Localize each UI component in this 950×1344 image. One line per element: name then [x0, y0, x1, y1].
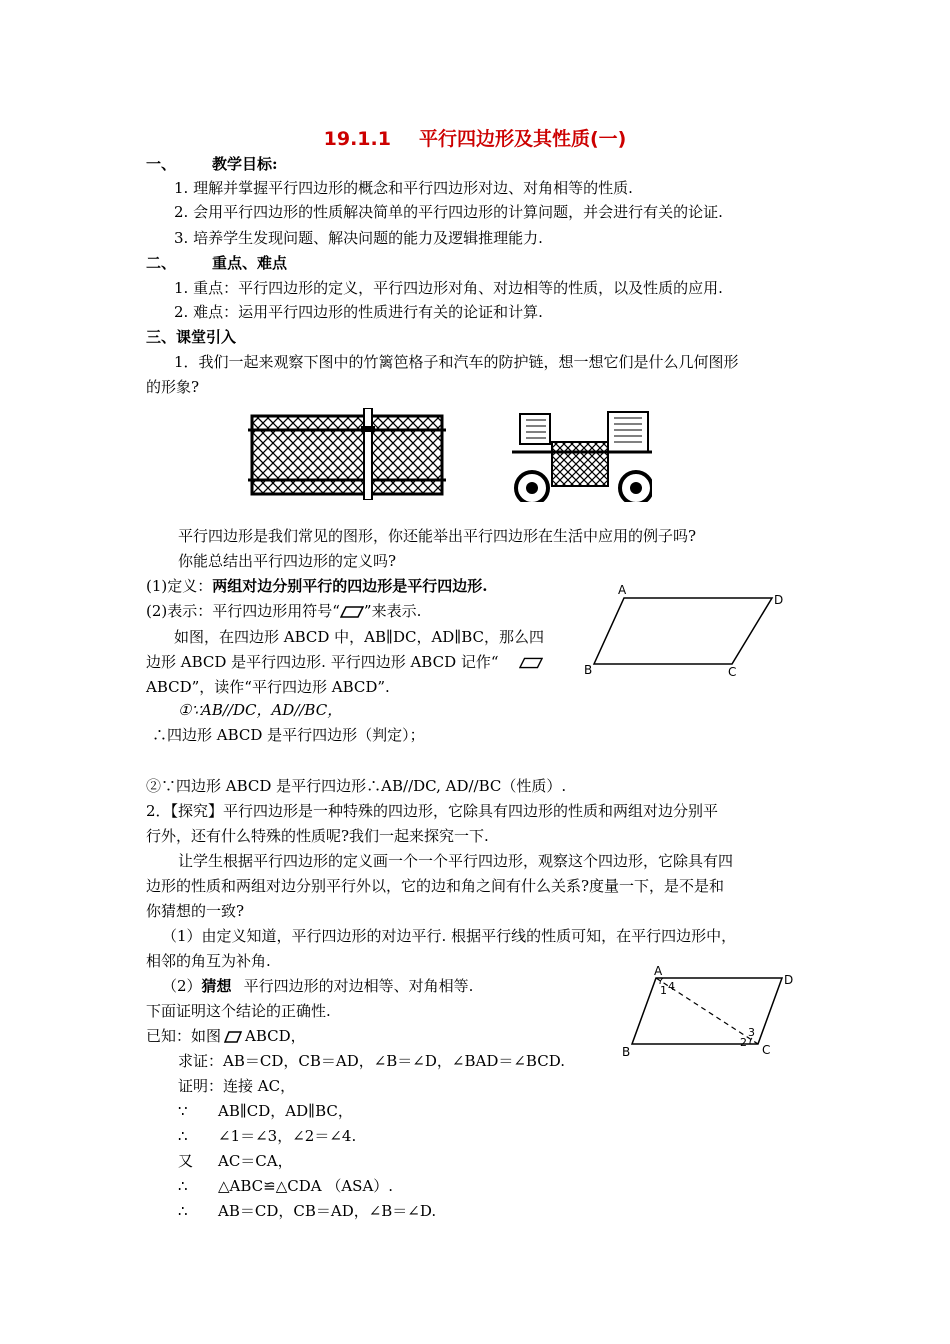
section1-item-3: 3. 培养学生发现问题、解决问题的能力及逻辑推理能力. — [174, 229, 543, 247]
vertex-label-d: D — [784, 973, 794, 987]
section1-item-2: 2. 会用平行四边形的性质解决简单的平行四边形的计算问题，并会进行有关的论证. — [174, 203, 723, 221]
vertex-label-c: C — [728, 665, 737, 679]
proof-step-2: ∴ ∠1＝∠3，∠2＝∠4. — [178, 1127, 357, 1145]
guess-line: （2）猜想 平行四边形的对边相等、对角相等. — [162, 977, 474, 995]
explore-line2: 行外，还有什么特殊的性质呢?我们一起来探究一下. — [146, 827, 489, 845]
proof-step-1: ∵ AB∥CD，AD∥BC， — [178, 1102, 353, 1120]
intro-paragraph-line1: 1．我们一起来观察下图中的竹篱笆格子和汽车的防护链，想一想它们是什么几何图形 — [174, 353, 739, 371]
proof-step-4: ∴ △ABC≌△CDA （ASA）. — [178, 1177, 394, 1195]
definition-line: (1)定义：两组对边分别平行的四边形是平行四边形. — [146, 577, 488, 595]
explore-line4: 边形的性质和两组对边分别平行外以，它的边和角之间有什么关系?度量一下，是不是和 — [146, 877, 725, 895]
proof-step-5: ∴ AB＝CD，CB＝AD，∠B＝∠D. — [178, 1202, 437, 1220]
prove-line: 求证：AB＝CD，CB＝AD，∠B＝∠D，∠BAD＝∠BCD. — [178, 1052, 565, 1070]
representation-line: (2)表示：平行四边形用符号“ ”来表示. — [146, 602, 422, 620]
section2-number: 二、 — [146, 254, 177, 272]
example-line2: 边形 ABCD 是平行四边形. 平行四边形 ABCD 记作“ — [146, 652, 543, 672]
section3-heading: 三、课堂引入 — [146, 328, 237, 346]
example-line1: 如图，在四边形 ABCD 中，AB∥DC，AD∥BC，那么四 — [174, 628, 545, 646]
angle-label-4: 4 — [668, 980, 675, 993]
explore-line7: 相邻的角互为补角. — [146, 952, 271, 970]
explore-line6: （1）由定义知道，平行四边形的对边平行. 根据平行线的性质可知，在平行四边形中， — [162, 927, 737, 945]
example-line3: ABCD”，读作“平行四边形 ABCD”. — [146, 678, 390, 696]
angle-label-1: 1 — [660, 984, 667, 997]
proof-intro: 下面证明这个结论的正确性. — [146, 1002, 331, 1020]
vertex-label-a: A — [654, 964, 663, 978]
car-guard-chain-image — [512, 408, 652, 502]
vertex-label-b: B — [622, 1045, 631, 1059]
paragraph-definition-question: 你能总结出平行四边形的定义吗? — [178, 552, 397, 570]
explore-line3: 让学生根据平行四边形的定义画一个一个平行四边形，观察这个四边形，它除具有四 — [178, 852, 734, 870]
vertex-label-d: D — [774, 593, 784, 607]
bamboo-fence-image — [248, 408, 446, 500]
paragraph-examples: 平行四边形是我们常见的图形，你还能举出平行四边形在生活中应用的例子吗? — [178, 527, 697, 545]
conclusion-3: ②∵四边形 ABCD 是平行四边形∴AB//DC, AD//BC（性质）. — [146, 777, 567, 795]
section1-item-1: 1. 理解并掌握平行四边形的概念和平行四边形对边、对角相等的性质. — [174, 179, 633, 197]
parallelogram-symbol-icon — [519, 657, 543, 669]
angle-label-3: 3 — [748, 1026, 755, 1039]
conclusion-1: ①∵AB//DC，AD//BC， — [178, 701, 343, 719]
section2-item-1: 1. 重点：平行四边形的定义，平行四边形对角、对边相等的性质，以及性质的应用. — [174, 279, 723, 297]
page-title: 19.1.1 平行四边形及其性质(一) — [323, 128, 627, 150]
parallelogram-figure-1 — [582, 582, 804, 686]
parallelogram-symbol-icon — [340, 606, 364, 618]
vertex-label-b: B — [584, 663, 593, 677]
proof-step-3: 又 AC＝CA， — [178, 1152, 293, 1170]
proof-start: 证明：连接 AC， — [178, 1077, 296, 1095]
angle-label-2: 2 — [740, 1036, 747, 1049]
explore-line5: 你猜想的一致? — [146, 902, 245, 920]
vertex-label-c: C — [762, 1043, 771, 1057]
parallelogram-figure-2 — [616, 964, 802, 1060]
known-line: 已知：如图 ABCD， — [146, 1027, 306, 1045]
section2-heading: 重点、难点 — [212, 254, 288, 272]
parallelogram-symbol-icon — [221, 1031, 245, 1043]
vertex-label-a: A — [618, 583, 627, 597]
section1-number: 一、 — [146, 155, 177, 173]
explore-line1: 2．【探究】平行四边形是一种特殊的四边形，它除具有四边形的性质和两组对边分别平 — [146, 802, 719, 820]
conclusion-2: ∴四边形 ABCD 是平行四边形（判定）； — [152, 726, 425, 744]
section2-item-2: 2. 难点：运用平行四边形的性质进行有关的论证和计算. — [174, 303, 543, 321]
section1-heading: 教学目标: — [212, 155, 278, 173]
intro-paragraph-line2: 的形象? — [146, 378, 200, 396]
